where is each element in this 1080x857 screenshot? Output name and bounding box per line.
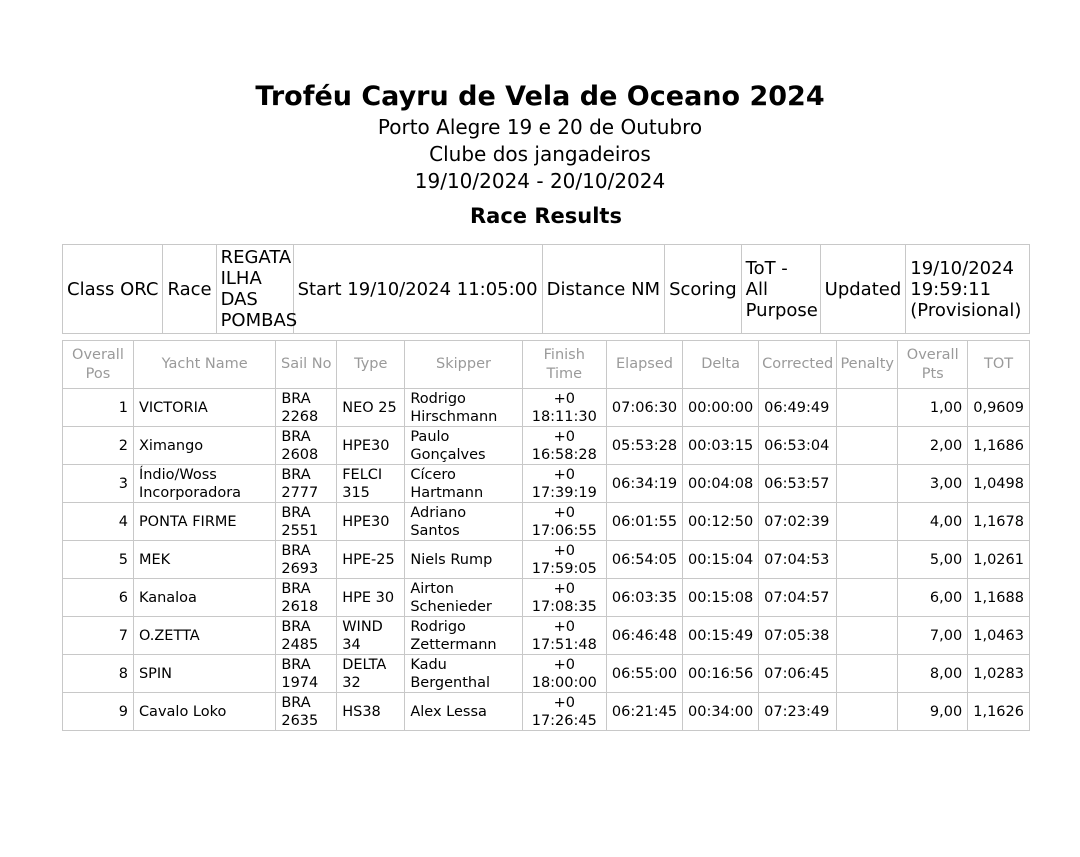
finish-time-cell: +0 18:11:30 <box>522 389 606 427</box>
distance-label: Distance <box>546 278 626 300</box>
sail-no-cell: BRA 1974 <box>276 655 337 693</box>
delta-cell: 00:34:00 <box>683 693 759 731</box>
type-cell: HPE30 <box>337 503 405 541</box>
event-dates: 19/10/2024 - 20/10/2024 <box>414 169 666 193</box>
corrected-cell: 07:06:45 <box>759 655 837 693</box>
updated-label: Updated <box>824 278 902 300</box>
tot-cell: 1,1678 <box>968 503 1030 541</box>
skipper-cell: Adriano Santos <box>405 503 522 541</box>
sail-no-cell: BRA 2268 <box>276 389 337 427</box>
pos-cell: 1 <box>63 389 134 427</box>
elapsed-cell: 06:01:55 <box>606 503 682 541</box>
finish-time-cell: +0 17:08:35 <box>522 579 606 617</box>
header-skipper: Skipper <box>405 341 522 389</box>
sail-no-cell: BRA 2635 <box>276 693 337 731</box>
pos-cell: 8 <box>63 655 134 693</box>
race-value-cell <box>216 245 298 334</box>
sail-no-cell: BRA 2693 <box>276 541 337 579</box>
corrected-cell: 06:49:49 <box>759 389 837 427</box>
finish-time-cell: +0 17:39:19 <box>522 465 606 503</box>
results-body <box>63 389 1030 731</box>
yacht-name-cell: O.ZETTA <box>133 617 275 655</box>
type-cell: FELCI 315 <box>337 465 405 503</box>
scoring-value: ToT - All Purpose <box>745 257 818 321</box>
header-elapsed: Elapsed <box>606 341 682 389</box>
pts-cell: 4,00 <box>898 503 968 541</box>
header-sail-no: Sail No <box>276 341 337 389</box>
tot-cell: 1,0261 <box>968 541 1030 579</box>
header-delta: Delta <box>683 341 759 389</box>
skipper-cell: Rodrigo Hirschmann <box>405 389 522 427</box>
scoring-value-cell <box>741 245 820 334</box>
yacht-name-cell: Índio/Woss Incorporadora <box>133 465 275 503</box>
table-row <box>63 693 1030 731</box>
header-penalty: Penalty <box>837 341 898 389</box>
finish-time-cell: +0 18:00:00 <box>522 655 606 693</box>
tot-cell: 1,0498 <box>968 465 1030 503</box>
corrected-cell: 06:53:57 <box>759 465 837 503</box>
pts-cell: 7,00 <box>898 617 968 655</box>
header-overall-pos: Overall Pos <box>63 341 134 389</box>
sail-no-cell: BRA 2777 <box>276 465 337 503</box>
yacht-name-cell: Cavalo Loko <box>133 693 275 731</box>
section-title: Race Results <box>470 204 622 228</box>
event-location: Porto Alegre 19 e 20 de Outubro <box>377 115 703 139</box>
skipper-cell: Niels Rump <box>405 541 522 579</box>
elapsed-cell: 06:34:19 <box>606 465 682 503</box>
skipper-cell: Cícero Hartmann <box>405 465 522 503</box>
pts-cell: 3,00 <box>898 465 968 503</box>
updated-status: (Provisional) <box>910 299 1022 321</box>
delta-cell: 00:15:49 <box>683 617 759 655</box>
penalty-cell <box>837 389 898 427</box>
elapsed-cell: 06:46:48 <box>606 617 682 655</box>
tot-cell: 1,1686 <box>968 427 1030 465</box>
elapsed-cell: 05:53:28 <box>606 427 682 465</box>
type-cell: DELTA 32 <box>337 655 405 693</box>
type-cell: HPE30 <box>337 427 405 465</box>
delta-cell: 00:16:56 <box>683 655 759 693</box>
start-value: 19/10/2024 11:05:00 <box>347 278 538 300</box>
sail-no-cell: BRA 2618 <box>276 579 337 617</box>
skipper-cell: Rodrigo Zettermann <box>405 617 522 655</box>
sail-no-cell: BRA 2485 <box>276 617 337 655</box>
pos-cell: 4 <box>63 503 134 541</box>
delta-cell: 00:15:04 <box>683 541 759 579</box>
distance-value: NM <box>631 278 661 300</box>
corrected-cell: 07:04:53 <box>759 541 837 579</box>
pos-cell: 3 <box>63 465 134 503</box>
corrected-cell: 07:02:39 <box>759 503 837 541</box>
table-row <box>63 503 1030 541</box>
table-row <box>63 655 1030 693</box>
yacht-name-cell: MEK <box>133 541 275 579</box>
results-table <box>62 340 1030 731</box>
class-label: Class <box>67 278 115 300</box>
penalty-cell <box>837 465 898 503</box>
table-row <box>63 617 1030 655</box>
penalty-cell <box>837 427 898 465</box>
delta-cell: 00:03:15 <box>683 427 759 465</box>
finish-time-cell: +0 17:59:05 <box>522 541 606 579</box>
updated-value-cell <box>906 245 1030 334</box>
header-corrected: Corrected <box>759 341 837 389</box>
header-tot: TOT <box>968 341 1030 389</box>
penalty-cell <box>837 693 898 731</box>
yacht-name-cell: SPIN <box>133 655 275 693</box>
start-cell <box>293 245 542 334</box>
delta-cell: 00:15:08 <box>683 579 759 617</box>
start-label: Start <box>297 278 342 300</box>
race-info-table <box>62 244 1030 334</box>
table-row <box>63 465 1030 503</box>
yacht-name-cell: Kanaloa <box>133 579 275 617</box>
skipper-cell: Alex Lessa <box>405 693 522 731</box>
race-label-cell <box>163 245 216 334</box>
class-cell <box>63 245 163 334</box>
sail-no-cell: BRA 2608 <box>276 427 337 465</box>
finish-time-cell: +0 16:58:28 <box>522 427 606 465</box>
finish-time-cell: +0 17:51:48 <box>522 617 606 655</box>
table-row <box>63 389 1030 427</box>
penalty-cell <box>837 541 898 579</box>
type-cell: HS38 <box>337 693 405 731</box>
race-info-row <box>63 245 1030 334</box>
delta-cell: 00:04:08 <box>683 465 759 503</box>
penalty-cell <box>837 655 898 693</box>
corrected-cell: 07:05:38 <box>759 617 837 655</box>
pos-cell: 7 <box>63 617 134 655</box>
pts-cell: 1,00 <box>898 389 968 427</box>
finish-time-cell: +0 17:06:55 <box>522 503 606 541</box>
pts-cell: 2,00 <box>898 427 968 465</box>
sail-no-cell: BRA 2551 <box>276 503 337 541</box>
yacht-name-cell: PONTA FIRME <box>133 503 275 541</box>
event-title: Troféu Cayru de Vela de Oceano 2024 <box>255 81 825 112</box>
pos-cell: 6 <box>63 579 134 617</box>
pts-cell: 8,00 <box>898 655 968 693</box>
skipper-cell: Paulo Gonçalves <box>405 427 522 465</box>
tot-cell: 0,9609 <box>968 389 1030 427</box>
corrected-cell: 06:53:04 <box>759 427 837 465</box>
penalty-cell <box>837 617 898 655</box>
class-value: ORC <box>120 278 159 300</box>
elapsed-cell: 07:06:30 <box>606 389 682 427</box>
tot-cell: 1,0283 <box>968 655 1030 693</box>
skipper-cell: Kadu Bergenthal <box>405 655 522 693</box>
pos-cell: 5 <box>63 541 134 579</box>
table-row <box>63 579 1030 617</box>
type-cell: HPE-25 <box>337 541 405 579</box>
table-row <box>63 427 1030 465</box>
event-club: Clube dos jangadeiros <box>429 142 651 166</box>
distance-cell <box>542 245 664 334</box>
elapsed-cell: 06:55:00 <box>606 655 682 693</box>
scoring-label: Scoring <box>669 278 737 300</box>
type-cell: HPE 30 <box>337 579 405 617</box>
finish-time-cell: +0 17:26:45 <box>522 693 606 731</box>
corrected-cell: 07:04:57 <box>759 579 837 617</box>
corrected-cell: 07:23:49 <box>759 693 837 731</box>
results-header-row <box>63 341 1030 389</box>
document-header <box>0 80 1080 195</box>
pts-cell: 5,00 <box>898 541 968 579</box>
penalty-cell <box>837 503 898 541</box>
updated-value: 19/10/2024 19:59:11 <box>910 257 1015 300</box>
type-cell: NEO 25 <box>337 389 405 427</box>
elapsed-cell: 06:03:35 <box>606 579 682 617</box>
tot-cell: 1,1626 <box>968 693 1030 731</box>
penalty-cell <box>837 579 898 617</box>
race-label: Race <box>167 278 212 300</box>
pts-cell: 9,00 <box>898 693 968 731</box>
pos-cell: 2 <box>63 427 134 465</box>
race-value: REGATA ILHA DAS POMBAS <box>220 247 298 331</box>
updated-label-cell <box>820 245 906 334</box>
tot-cell: 1,1688 <box>968 579 1030 617</box>
pts-cell: 6,00 <box>898 579 968 617</box>
header-type: Type <box>337 341 405 389</box>
delta-cell: 00:00:00 <box>683 389 759 427</box>
pos-cell: 9 <box>63 693 134 731</box>
header-finish-time: Finish Time <box>522 341 606 389</box>
type-cell: WIND 34 <box>337 617 405 655</box>
delta-cell: 00:12:50 <box>683 503 759 541</box>
elapsed-cell: 06:54:05 <box>606 541 682 579</box>
scoring-label-cell <box>665 245 742 334</box>
skipper-cell: Airton Schenieder <box>405 579 522 617</box>
header-yacht-name: Yacht Name <box>133 341 275 389</box>
elapsed-cell: 06:21:45 <box>606 693 682 731</box>
yacht-name-cell: VICTORIA <box>133 389 275 427</box>
tot-cell: 1,0463 <box>968 617 1030 655</box>
header-overall-pts: Overall Pts <box>898 341 968 389</box>
table-row <box>63 541 1030 579</box>
yacht-name-cell: Ximango <box>133 427 275 465</box>
